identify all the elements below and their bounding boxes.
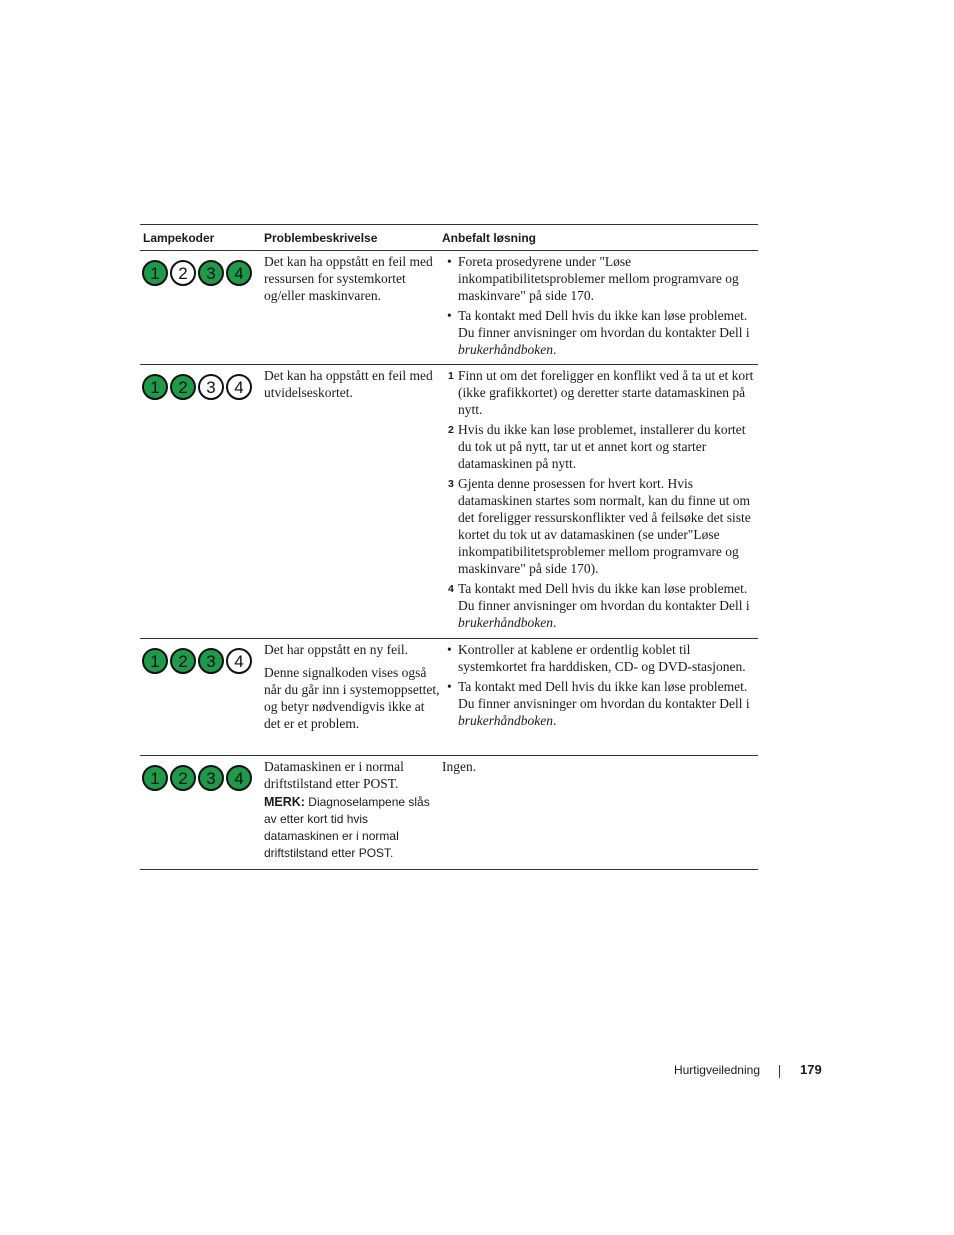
problem-description-cell [264,251,442,364]
table-row [140,639,758,756]
lamp-code-cell [140,251,264,364]
description-text: Det kan ha oppstått en feil med ressursen for systemkortet og/eller maskinvaren. [264,254,433,303]
diagnostic-lamp-icon: 3 [198,260,224,286]
page-number: 179 [800,1062,822,1077]
lamp-group [142,260,264,286]
diagnostic-lights-table [140,224,758,870]
problem-description-cell [264,639,442,755]
description-text: Det kan ha oppstått en feil med utvidelseskortet. [264,368,433,400]
manual-reference: brukerhåndboken [458,342,553,357]
diagnostic-lamp-icon: 2 [170,765,196,791]
list-item: • Ta kontakt med Dell hvis du ikke kan løse problemet. Du finner anvisninger om hvordan du kontakter Dell i brukerhåndboken. [442,307,758,358]
header-lampekoder: Lampekoder [143,230,215,245]
manual-reference: brukerhåndboken [458,713,553,728]
table-header [140,224,758,251]
diagnostic-lamp-icon: 3 [198,648,224,674]
diagnostic-lamp-icon: 4 [226,260,252,286]
solution-list [442,253,758,358]
manual-reference: brukerhåndboken [458,615,553,630]
diagnostic-lamp-icon: 4 [226,374,252,400]
lamp-group [142,648,264,674]
table-row [140,756,758,870]
diagnostic-lamp-icon: 2 [170,374,196,400]
lamp-group [142,374,264,400]
solution-cell [442,251,758,364]
list-item: 3 Gjenta denne prosessen for hvert kort. Hvis datamaskinen startes som normalt, kan du finne ut om det foreligger ressurskonflikter ved å feilsøke det siste kortet du tok ut av datamaskinen (se under"Løse inkompatibilitetsproblemer mellom programvare og maskinvare" på side 170). [448,476,751,576]
solution-cell [442,639,758,755]
solution-text: Ingen. [442,759,477,774]
note [264,794,442,862]
problem-description-cell [264,756,442,869]
lamp-code-cell [140,365,264,638]
note-label: MERK: [264,795,305,809]
list-item: • Ta kontakt med Dell hvis du ikke kan løse problemet. Du finner anvisninger om hvordan du kontakter Dell i brukerhåndboken. [442,678,758,729]
diagnostic-lamp-icon: 3 [198,374,224,400]
table-row [140,251,758,365]
page-footer [0,1062,954,1080]
diagnostic-lamp-icon: 2 [170,648,196,674]
diagnostic-lamp-icon: 1 [142,374,168,400]
list-item: 4 Ta kontakt med Dell hvis du ikke kan løse problemet. Du finner anvisninger om hvordan du kontakter Dell i brukerhåndboken. [448,581,750,630]
description-text: Denne signalkoden vises også når du går inn i systemoppsettet, og betyr nødvendigvis ikke at det er et problem. [264,665,440,731]
solution-list [442,641,758,729]
list-item: • Kontroller at kablene er ordentlig koblet til systemkortet fra harddisken, CD- og DVD-stasjonen. [442,641,758,675]
lamp-code-cell [140,639,264,755]
note-text: Diagnoselampene slås av etter kort tid hvis datamaskinen er i normal driftstilstand etter POST. [264,795,430,860]
diagnostic-lamp-icon: 1 [142,260,168,286]
table-row [140,365,758,639]
solution-steps [442,367,758,631]
solution-cell [442,756,758,869]
diagnostic-lamp-icon: 4 [226,765,252,791]
list-item: 2 Hvis du ikke kan løse problemet, installerer du kortet du tok ut på nytt, tar ut et annet kort og starter datamaskinen på nytt. [448,422,746,471]
lamp-code-cell [140,756,264,869]
footer-separator [779,1065,780,1078]
diagnostic-lamp-icon: 1 [142,765,168,791]
diagnostic-lamp-icon: 2 [170,260,196,286]
lamp-group [142,765,264,791]
list-item: 1 Finn ut om det foreligger en konflikt ved å ta ut et kort (ikke grafikkortet) og deretter starte datamaskinen på nytt. [448,368,754,417]
header-anbefalt-losning: Anbefalt løsning [442,230,536,245]
description-text: Det har oppstått en ny feil. [264,642,408,657]
footer-section-title: Hurtigveiledning [673,1063,760,1077]
problem-description-cell [264,365,442,638]
solution-cell [442,365,758,638]
description-text: Datamaskinen er i normal driftstilstand etter POST. [264,759,404,791]
list-item: • Foreta prosedyrene under "Løse inkompatibilitetsproblemer mellom programvare og maskinvare" på side 170. [442,253,758,304]
diagnostic-lamp-icon: 3 [198,765,224,791]
header-problembeskrivelse: Problembeskrivelse [264,230,378,245]
diagnostic-lamp-icon: 1 [142,648,168,674]
diagnostic-lamp-icon: 4 [226,648,252,674]
